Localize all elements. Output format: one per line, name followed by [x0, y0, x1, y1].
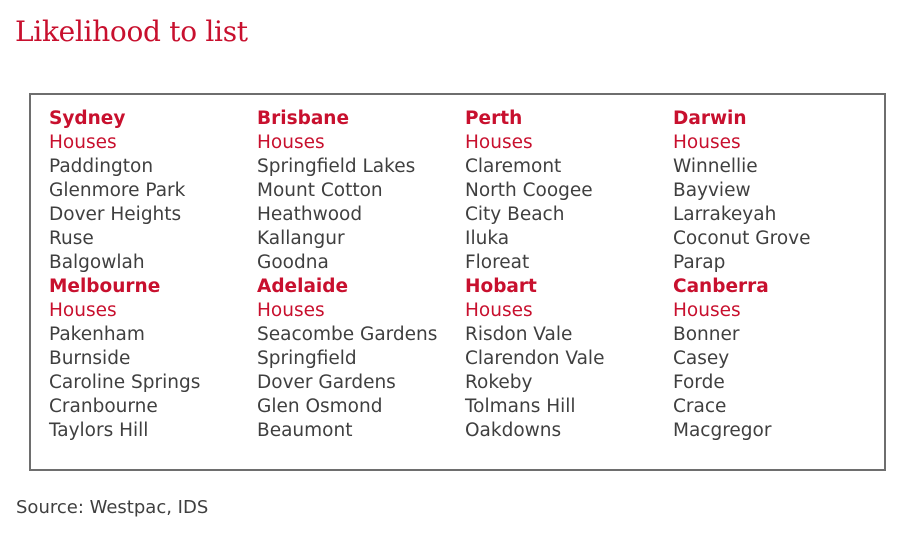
city-name: Darwin — [673, 108, 747, 129]
suburb-item: Oakdowns — [465, 420, 562, 441]
property-category: Houses — [257, 132, 325, 153]
suburb-item: Burnside — [49, 348, 131, 369]
suburb-item: Ruse — [49, 228, 94, 249]
suburb-item: Springfield Lakes — [257, 156, 416, 177]
source-note: Source: Westpac, IDS — [16, 497, 209, 518]
suburb-item: Beaumont — [257, 420, 353, 441]
suburb-item: Glen Osmond — [257, 396, 383, 417]
suburb-item: Springfield — [257, 348, 357, 369]
listing-panel — [29, 93, 886, 471]
city-block-adelaide — [257, 275, 465, 443]
suburb-item: Bayview — [673, 180, 751, 201]
city-name: Melbourne — [49, 276, 161, 297]
suburb-item: North Coogee — [465, 180, 593, 201]
city-block-darwin — [673, 107, 879, 275]
suburb-item: Mount Cotton — [257, 180, 383, 201]
city-name: Brisbane — [257, 108, 350, 129]
suburb-item: Macgregor — [673, 420, 772, 441]
city-name: Canberra — [673, 276, 769, 297]
suburb-item: Goodna — [257, 252, 329, 273]
suburb-item: Heathwood — [257, 204, 363, 225]
city-name: Hobart — [465, 276, 537, 297]
city-block-hobart — [465, 275, 673, 443]
city-block-brisbane — [257, 107, 465, 275]
city-name: Perth — [465, 108, 523, 129]
suburb-item: Cranbourne — [49, 396, 158, 417]
property-category: Houses — [465, 300, 533, 321]
suburb-item: Dover Heights — [49, 204, 182, 225]
suburb-item: Seacombe Gardens — [257, 324, 438, 345]
suburb-item: Balgowlah — [49, 252, 145, 273]
page-title: Likelihood to list — [15, 15, 248, 48]
suburb-item: Paddington — [49, 156, 154, 177]
property-category: Houses — [673, 300, 741, 321]
suburb-item: Pakenham — [49, 324, 145, 345]
city-name: Sydney — [49, 108, 126, 129]
suburb-item: Risdon Vale — [465, 324, 573, 345]
suburb-item: Kallangur — [257, 228, 345, 249]
suburb-item: Winnellie — [673, 156, 758, 177]
city-block-canberra — [673, 275, 879, 443]
suburb-item: Rokeby — [465, 372, 533, 393]
suburb-item: Casey — [673, 348, 730, 369]
city-block-perth — [465, 107, 673, 275]
city-block-melbourne — [49, 275, 257, 443]
suburb-item: Taylors Hill — [49, 420, 149, 441]
suburb-item: Claremont — [465, 156, 562, 177]
city-block-sydney — [49, 107, 257, 275]
property-category: Houses — [49, 132, 117, 153]
property-category: Houses — [673, 132, 741, 153]
suburb-item: Glenmore Park — [49, 180, 186, 201]
suburb-item: Floreat — [465, 252, 530, 273]
suburb-item: Caroline Springs — [49, 372, 201, 393]
suburb-item: Iluka — [465, 228, 510, 249]
suburb-item: City Beach — [465, 204, 565, 225]
city-grid — [49, 107, 879, 443]
property-category: Houses — [49, 300, 117, 321]
suburb-item: Dover Gardens — [257, 372, 396, 393]
suburb-item: Crace — [673, 396, 727, 417]
property-category: Houses — [257, 300, 325, 321]
property-category: Houses — [465, 132, 533, 153]
suburb-item: Bonner — [673, 324, 740, 345]
suburb-item: Clarendon Vale — [465, 348, 605, 369]
suburb-item: Parap — [673, 252, 726, 273]
suburb-item: Larrakeyah — [673, 204, 777, 225]
suburb-item: Tolmans Hill — [465, 396, 576, 417]
suburb-item: Coconut Grove — [673, 228, 811, 249]
suburb-item: Forde — [673, 372, 725, 393]
city-name: Adelaide — [257, 276, 349, 297]
